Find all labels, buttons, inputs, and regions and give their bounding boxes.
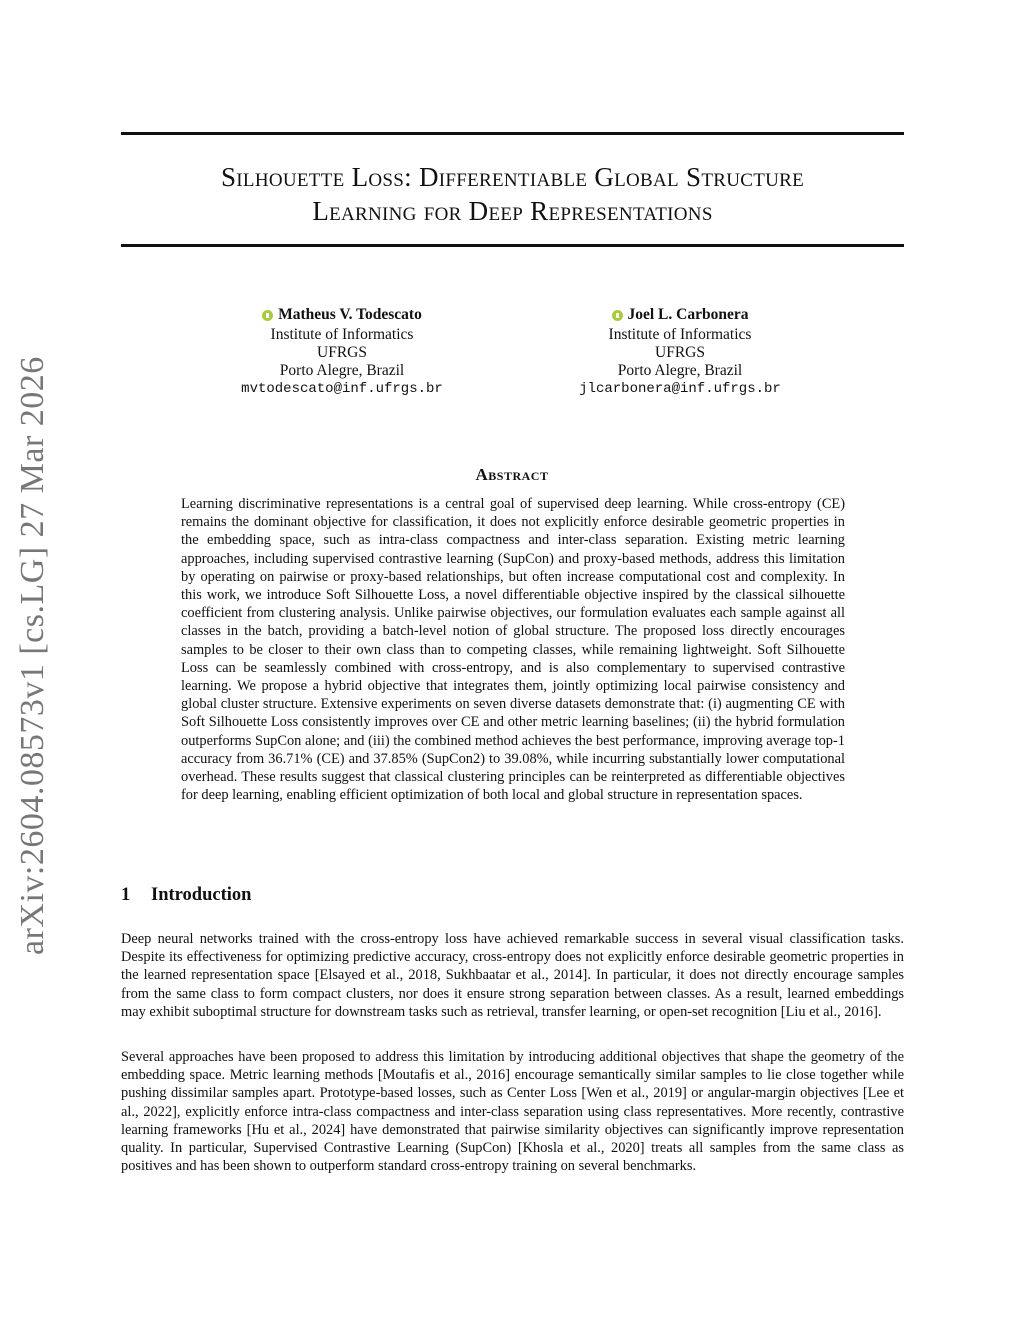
- author-institute: Institute of Informatics: [608, 325, 752, 343]
- body-paragraph: Deep neural networks trained with the cross-entropy loss have achieved remarkable success in several visual classification tasks. Despite its effectiveness for optimizing predictive accuracy, cross-entropy does not explicitly enforce desirable geometric properties in the learned representation space [Elsayed et al., 2018, Sukhbaatar et al., 2014]. In particular, it does not directly encourage samples from the same class to form compact clusters, nor does it ensure strong separation between classes. As a result, learned embeddings may exhibit suboptimal structure for downstream tasks such as retrieval, transfer learning, or open-set recognition [Liu et al., 2016].: [121, 931, 904, 1020]
- abstract-text: Learning discriminative representations is a central goal of supervised deep learning. While cross-entropy (CE) remains the dominant objective for classification, it does not explicitly enforce desirable geometric properties in the embedding space, such as intra-class compactness and inter-class separation. Existing metric learning approaches, including supervised contrastive learning (SupCon) and proxy-based methods, address this limitation by operating on pairwise or proxy-based relationships, but often increase computational cost and complexity. In this work, we introduce Soft Silhouette Loss, a novel differentiable objective inspired by the classical silhouette coefficient from clustering analysis. Unlike pairwise objectives, our formulation evaluates each sample against all classes in the batch, providing a batch-level notion of global structure. The proposed loss directly encourages samples to be closer to their own class than to competing classes, while remaining lightweight. Soft Silhouette Loss can be seamlessly combined with cross-entropy, and is also complementary to supervised contrastive learning. We propose a hybrid objective that integrates them, jointly optimizing local pairwise consistency and global cluster structure. Extensive experiments on seven diverse datasets demonstrate that: (i) augmenting CE with Soft Silhouette Loss consistently improves over CE and other metric learning baselines; (ii) the hybrid formulation outperforms SupCon alone; and (iii) the combined method achieves the best performance, improving average top-1 accuracy from 36.71% (CE) and 37.85% (SupCon2) to 39.08%, while incurring substantially lower computational overhead. These results suggest that classical clustering principles can be reinterpreted as differentiable objectives for deep learning, enabling efficient optimization of both local and global structure in representation spaces.: [181, 496, 845, 804]
- author-name-row: [262, 306, 422, 324]
- body-paragraph: Several approaches have been proposed to address this limitation by introducing additional objectives that shape the geometry of the embedding space. Metric learning methods [Moutafis et al., 2016] encourage semantically similar samples to lie close together while pushing dissimilar samples apart. Prototype-based losses, such as Center Loss [Wen et al., 2019] or angular-margin objectives [Lee et al., 2022], explicitly enforce intra-class compactness and inter-class separation using class representatives. More recently, contrastive learning frameworks [Hu et al., 2024] have demonstrated that pairwise similarity objectives can significantly improve representation quality. In particular, Supervised Contrastive Learning (SupCon) [Khosla et al., 2020] treats all samples from the same class as positives and has been shown to outperform standard cross-entropy training on several benchmarks.: [121, 1049, 904, 1175]
- paper-title: [121, 160, 904, 228]
- author-block: [212, 306, 472, 398]
- abstract-heading: Abstract: [475, 465, 549, 484]
- author-institute: Institute of Informatics: [270, 325, 414, 343]
- author-name: Matheus V. Todescato: [278, 306, 422, 323]
- author-block: [550, 306, 810, 398]
- title-rule-bottom: [121, 244, 904, 247]
- section-title: Introduction: [151, 885, 252, 905]
- author-org: UFRGS: [317, 343, 367, 361]
- section-number: 1: [121, 885, 131, 905]
- title-line-1: Silhouette Loss: Differentiable Global Structure: [220, 162, 804, 192]
- author-email[interactable]: mvtodescato@inf.ufrgs.br: [241, 380, 443, 397]
- section-heading: [121, 885, 251, 906]
- title-line-2: Learning for Deep Representations: [312, 196, 713, 226]
- orcid-icon[interactable]: [262, 310, 273, 321]
- author-org: UFRGS: [655, 343, 705, 361]
- author-location: Porto Alegre, Brazil: [617, 361, 743, 379]
- title-rule-top: [121, 132, 904, 135]
- author-email[interactable]: jlcarbonera@inf.ufrgs.br: [579, 380, 781, 397]
- author-name-row: [612, 306, 749, 324]
- author-location: Porto Alegre, Brazil: [279, 361, 405, 379]
- arxiv-identifier: arXiv:2604.08573v1 [cs.LG] 27 Mar 2026: [14, 356, 51, 955]
- author-name: Joel L. Carbonera: [627, 306, 749, 323]
- orcid-icon[interactable]: [612, 310, 623, 321]
